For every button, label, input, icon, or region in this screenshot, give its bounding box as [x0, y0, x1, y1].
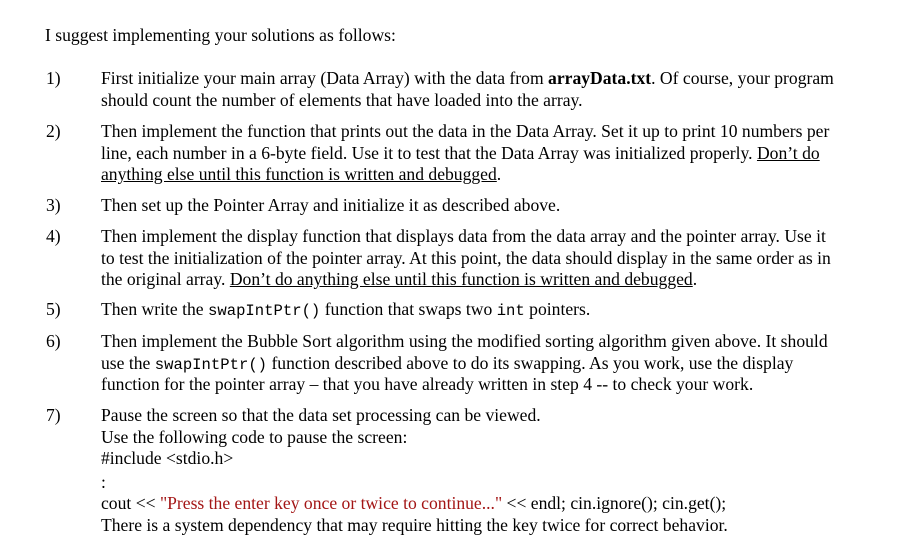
text-run: . Of course, your program: [651, 68, 834, 88]
item-number: 6): [46, 331, 61, 351]
text-run: First initialize your main array (Data Array) with the data from: [101, 68, 549, 88]
string-literal: "Press the enter key once or twice to continue...": [159, 493, 503, 513]
item-line: [101, 269, 901, 291]
item-line: [101, 353, 901, 375]
item-body: [101, 331, 901, 396]
code-text: cout <<: [101, 493, 160, 513]
item-line: [101, 164, 901, 186]
item-line: [101, 299, 901, 321]
item-line: Pause the screen so that the data set processing can be viewed.: [101, 405, 541, 425]
item-line: Then implement the display function that displays data from the data array and the pointer array. Use it: [101, 226, 826, 246]
text-run: the original array.: [101, 269, 230, 289]
underlined-text: Don’t do anything else until this function is written and debugged: [229, 269, 693, 289]
item-number: 7): [46, 405, 61, 425]
code-include-line: #include <stdio.h>: [101, 448, 234, 468]
item-body: [101, 68, 901, 111]
item-number: 2): [46, 121, 61, 141]
text-run: function that swaps two: [320, 299, 497, 319]
code-ellipsis-line: :: [101, 471, 106, 492]
text-run: use the: [101, 352, 155, 373]
filename-text: arrayData.txt: [548, 68, 652, 88]
text-run: pointers.: [524, 299, 591, 319]
intro-text: I suggest implementing your solutions as follows:: [45, 25, 396, 45]
code-cout-line: [101, 493, 901, 515]
item-line: function for the pointer array – that you have already written in step 4 -- to check your work.: [101, 374, 754, 394]
item-line: [101, 143, 901, 165]
code-text: swapIntPtr(): [208, 302, 321, 320]
text-run: .: [496, 164, 502, 184]
text-run: Then write the: [101, 299, 208, 319]
item-line: Use the following code to pause the screen:: [101, 426, 408, 447]
item-line: should count the number of elements that have loaded into the array.: [101, 89, 583, 110]
underlined-text: Don’t do: [756, 142, 820, 163]
item-body: [101, 299, 901, 321]
item-line: Then implement the Bubble Sort algorithm using the modified sorting algorithm given above. It should: [101, 331, 828, 351]
item-number: 4): [46, 226, 61, 246]
code-text: swapIntPtr(): [154, 355, 268, 374]
item-number: 3): [46, 195, 61, 215]
item-line: to test the initialization of the pointer array. At this point, the data should display in the same order as in: [101, 247, 831, 268]
code-text: << endl; cin.ignore(); cin.get();: [502, 493, 727, 513]
item-line: [101, 68, 901, 90]
item-body: [101, 405, 901, 536]
item-number: 5): [46, 299, 61, 319]
item-body: [101, 226, 901, 291]
item-number: 1): [46, 68, 61, 88]
item-line: Then implement the function that prints out the data in the Data Array. Set it up to print 10 numbers per: [101, 121, 830, 141]
underlined-text: anything else until this function is written and debugged: [101, 164, 497, 184]
text-run: line, each number in a 6-byte field. Use it to test that the Data Array was initialized properly.: [101, 142, 757, 163]
text-run: function described above to do its swapping. As you work, use the display: [267, 352, 794, 373]
item-body: [101, 195, 901, 217]
text-run: .: [692, 269, 698, 289]
item-line: There is a system dependency that may require hitting the key twice for correct behavior.: [101, 514, 728, 535]
item-body: [101, 121, 901, 186]
code-text: int: [496, 302, 525, 320]
item-line: Then set up the Pointer Array and initialize it as described above.: [101, 195, 561, 215]
